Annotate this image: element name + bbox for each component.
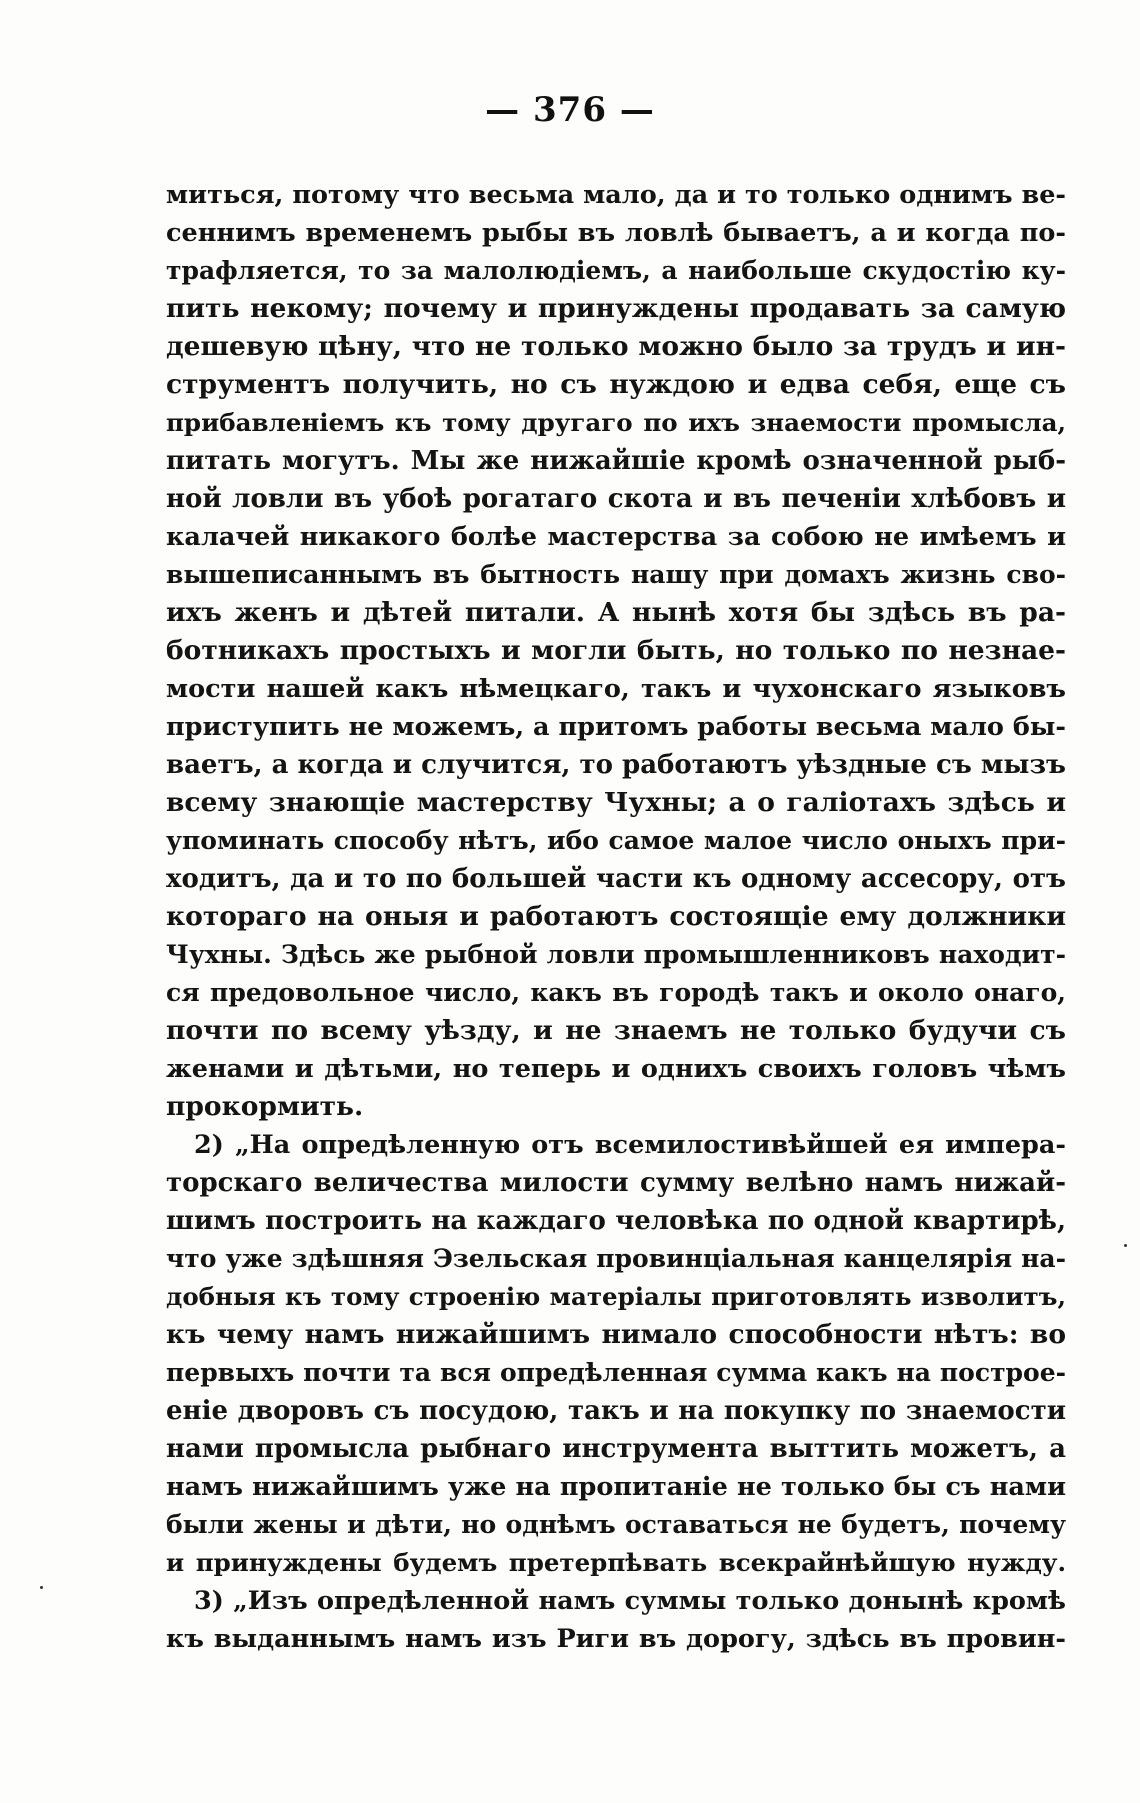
text-line: Чухны. Здѣсь же рыбной ловли промышленниковъ находит- — [166, 940, 1066, 969]
text-line: ихъ женъ и дѣтей питали. А нынѣ хотя бы здѣсь въ ра- — [166, 597, 1066, 628]
text-line: мости нашей какъ нѣмецкаго, такъ и чухонскаго языковъ — [166, 674, 1066, 704]
text-line: и принуждены будемъ претерпѣвать всекрайнѣйшую нужду. — [166, 1548, 1066, 1577]
text-line: ходитъ, да и то по большей части къ одному ассесору, отъ — [166, 864, 1066, 894]
text-line: струментъ получить, но съ нуждою и едва себя, еще съ — [166, 369, 1066, 400]
print-speck — [1124, 1244, 1127, 1247]
text-line: прибавленіемъ къ тому другаго по ихъ знаемости промысла, — [166, 408, 1066, 437]
text-line: ся предовольное число, какъ въ городѣ такъ и около онаго, — [166, 978, 1066, 1007]
text-line: къ чему намъ нижайшимъ нимало способности нѣтъ: во — [166, 1319, 1066, 1350]
text-line: всему знающіе мастерству Чухны; а о галіотахъ здѣсь и — [166, 787, 1066, 818]
text-line: трафляется, то за малолюдіемъ, а наибольше скудостію ку- — [166, 256, 1066, 285]
body-text — [166, 176, 1066, 1658]
text-line: что уже здѣшняя Эзельская провинціальная канцелярія на- — [166, 1244, 1066, 1273]
text-line: миться, потому что весьма мало, да и то только однимъ ве- — [166, 180, 1066, 210]
text-line: шимъ построить на каждаго человѣка по одной квартирѣ, — [166, 1206, 1066, 1236]
text-line: приступить не можемъ, а притомъ работы весьма мало бы- — [166, 712, 1066, 742]
text-line: почти по всему уѣзду, и не знаемъ не только будучи съ — [166, 1015, 1066, 1046]
text-line: добныя къ тому строенію матеріалы приготовлять изволитъ, — [166, 1282, 1066, 1311]
print-speck — [40, 1586, 43, 1589]
text-line: были жены и дѣти, но однѣмъ оставаться не будетъ, почему — [166, 1510, 1066, 1539]
text-line: калачей никакого болѣе мастерства за собою не имѣемъ и — [166, 522, 1066, 552]
text-line: пить некому; почему и принуждены продавать за самую — [166, 293, 1066, 324]
page-number: — 376 — — [485, 90, 655, 130]
text-line: котораго на оныя и работаютъ состоящіе ему должники — [166, 901, 1066, 932]
text-line: женами и дѣтьми, но теперь и однихъ своихъ головъ чѣмъ — [166, 1054, 1066, 1084]
text-line: дешевую цѣну, что не только можно было за трудъ и ин- — [166, 331, 1066, 362]
text-line: торскаго величества милости сумму велѣно намъ нижай- — [166, 1168, 1066, 1198]
text-line: нами промысла рыбнаго инструмента выттить можетъ, а — [166, 1434, 1066, 1464]
paragraph-2-first-line: 2) „На опредѣленную отъ всемилостивѣйшей ея импера- — [194, 1130, 1066, 1160]
text-line: упоминать способу нѣтъ, ибо самое малое число оныхъ при- — [166, 826, 1066, 855]
text-line: первыхъ почти та вся опредѣленная сумма какъ на построе- — [166, 1358, 1066, 1387]
text-line: ботникахъ простыхъ и могли быть, но только по незнае- — [166, 635, 1066, 666]
text-line: прокормить. — [166, 1091, 364, 1122]
text-line: намъ нижайшимъ уже на пропитаніе не только бы съ нами — [166, 1472, 1066, 1502]
paragraph-3-first-line: 3) „Изъ опредѣленной намъ суммы только донынѣ кромѣ — [194, 1586, 1066, 1616]
text-line: ной ловли въ убоѣ рогатаго скота и въ печеніи хлѣбовъ и — [166, 484, 1066, 514]
text-line: къ выданнымъ намъ изъ Риги въ дорогу, здѣсь въ провин- — [166, 1624, 1066, 1654]
text-line: вышеписаннымъ въ бытность нашу при домахъ жизнь сво- — [166, 560, 1066, 589]
text-line: сеннимъ временемъ рыбы въ ловлѣ бываетъ, а и когда по- — [166, 218, 1066, 248]
text-line: ваетъ, а когда и случится, то работаютъ уѣздные съ мызъ — [166, 750, 1066, 780]
text-line: еніе дворовъ съ посудою, такъ и на покупку по знаемости — [166, 1396, 1066, 1426]
text-line: питать могутъ. Мы же нижайшіе кромѣ означенной рыб- — [166, 446, 1066, 476]
